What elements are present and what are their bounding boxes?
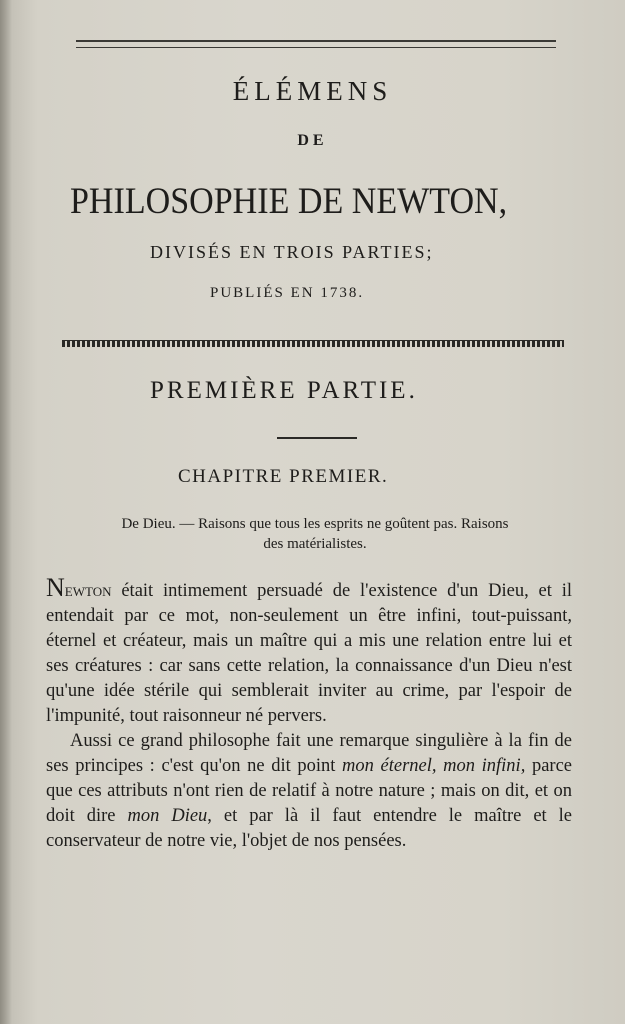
paragraph-1 [46,575,572,729]
title-main: PHILOSOPHIE DE NEWTON, [70,181,508,222]
newton-smallcaps: ewton [64,581,112,601]
summary-line-1: De Dieu. — Raisons que tous les esprits ne goûtent pas. Raisons [121,516,509,532]
subtitle-divises: DIVISÉS EN TROIS PARTIES; [150,242,434,262]
paragraph-2-part-b: parce que ces attributs n'ont rien de relatif à notre nature ; mais on dit, et on doit dire [46,756,573,826]
body-text [46,575,572,854]
paragraph-2 [46,729,572,854]
paragraph-2-part-c: , et par là il faut entendre le maître et le conservateur de notre vie, l'objet de nos pensées. [46,806,573,851]
summary-line-2: des matérialistes. [263,536,367,552]
top-double-rule [76,40,556,48]
paragraph-1-text: était intimement persuadé de l'existence d'un Dieu, et il entendait par ce mot, non-seulement un être infini, tout-puissant, éternel et créateur, mais un maître qui a mis une relation entre lui et ses créatures : car sans cette relation, la connaissance d'un Dieu n'est qu'une idée stérile qui semblerait inviter au crime, par l'espoir de l'impunité, tout raisonneur né pervers. [46,581,573,726]
chapter-summary [60,514,570,554]
part-heading: PREMIÈRE PARTIE. [150,377,418,404]
title-elemens: ÉLÉMENS [232,76,393,106]
ornamental-rule [62,340,564,347]
chapter-heading: CHAPITRE PREMIER. [178,466,389,487]
paragraph-2-italic-2: mon Dieu [127,806,208,826]
subtitle-publies: PUBLIÉS EN 1738. [210,285,365,301]
short-rule [277,437,357,439]
paragraph-2-part-a: Aussi ce grand philosophe fait une remarque singulière à la fin de ses principes : c'est qu'on ne dit point [46,731,572,776]
drop-cap: N [46,573,65,602]
paragraph-2-italic-1: mon éternel, mon infini, [342,756,526,776]
title-de: DE [297,132,328,149]
spine-shadow [0,0,12,1024]
